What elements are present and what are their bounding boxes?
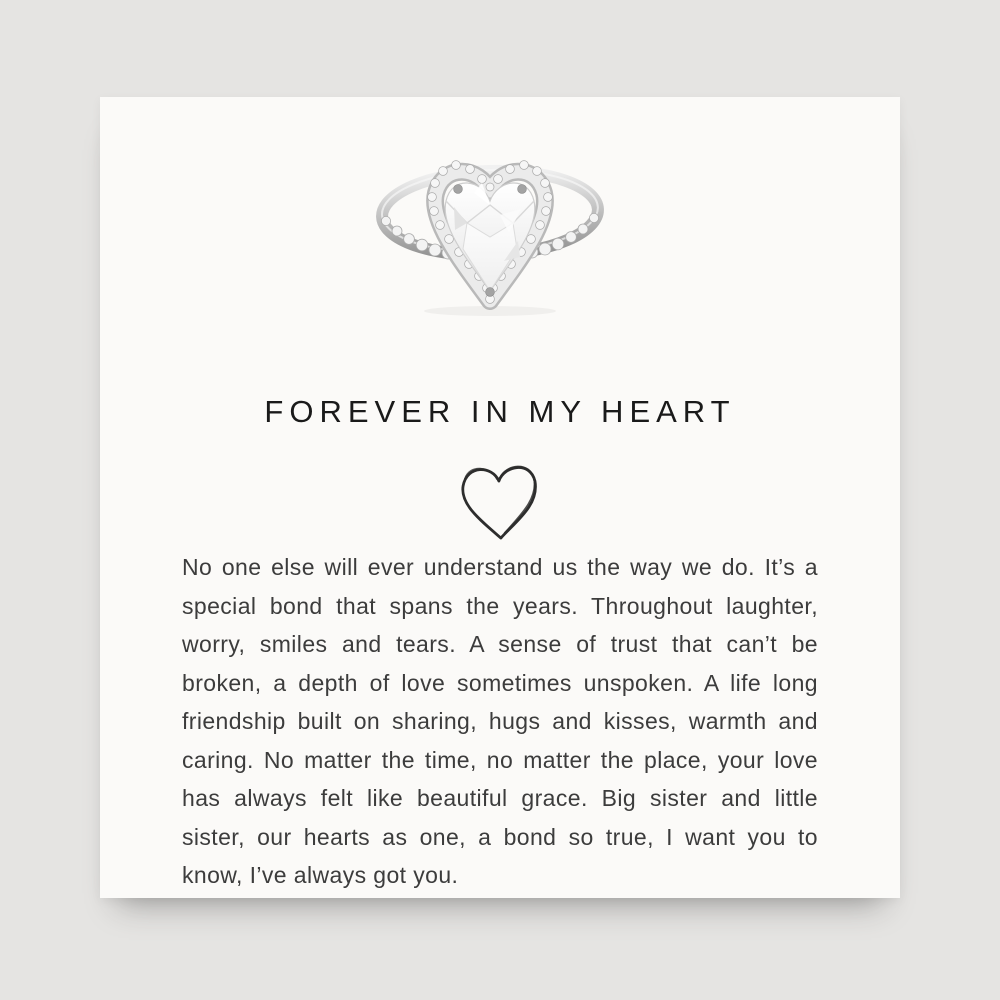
card-message: No one else will ever understand us the way we do. It’s a special bond that spans the years. Throughout laughter, worry, smiles and tears. A sense of trust that can’t be broken, a depth of love sometimes unspoken. A life long friendship built on sharing, hugs and kisses, warmth and caring. No matter the time, no matter the place, your love has always felt like beautiful grace. Big sister and little sister, our hearts as one, a bond so true, I want you to know, I’ve always got you. (182, 554, 818, 888)
gift-card (100, 97, 900, 898)
heart-doodle-icon (452, 455, 549, 550)
heart-ring-photo (370, 145, 630, 321)
card-title: FOREVER IN MY HEART (264, 394, 736, 429)
heart-ring-icon (370, 145, 630, 321)
